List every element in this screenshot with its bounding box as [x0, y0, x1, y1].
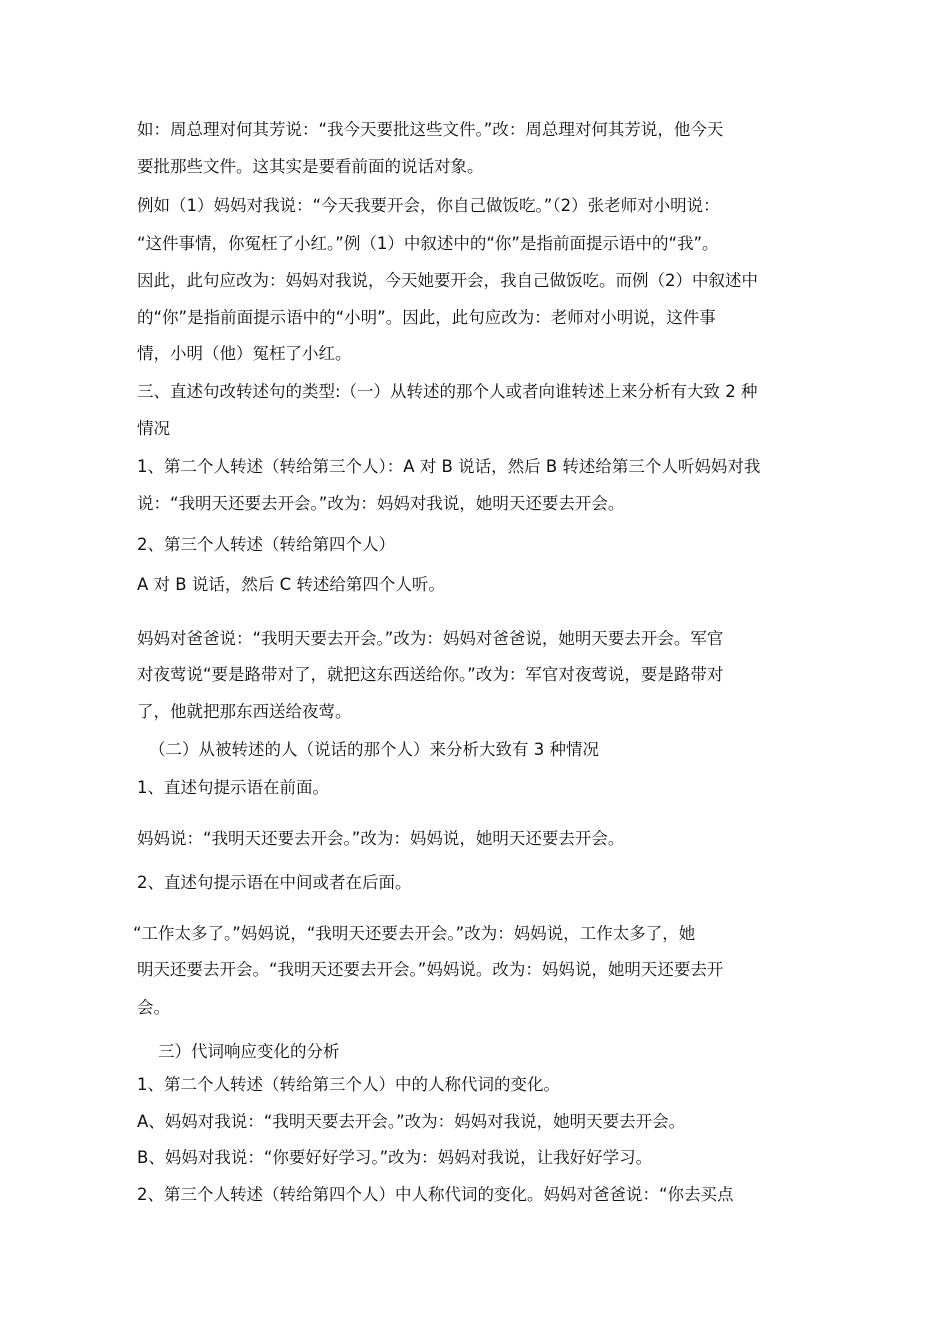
- text-line: 2、直述句提示语在中间或者在后面。: [137, 873, 412, 892]
- text-line: “这件事情，你冤枉了小红。”例（1）中叙述中的“你”是指前面提示语中的“我”。: [137, 234, 719, 253]
- text-line: 1、第二个人转述（转给第三个人）：A 对 B 说话，然后 B 转述给第三个人听妈妈对我: [137, 457, 761, 476]
- text-line: 说：“我明天还要去开会。”改为：妈妈对我说，她明天还要去开会。: [137, 494, 625, 513]
- text-line: A、妈妈对我说：“我明天要去开会。”改为：妈妈对我说，她明天要去开会。: [137, 1112, 686, 1131]
- text-line: 2、第三个人转述（转给第四个人）: [137, 535, 395, 554]
- text-line: 妈妈对爸爸说：“我明天要去开会。”改为：妈妈对爸爸说，她明天要去开会。军官: [137, 629, 724, 648]
- text-line: 了，他就把那东西送给夜莺。: [137, 702, 352, 721]
- text-line: 情，小明（他）冤枉了小红。: [137, 344, 352, 363]
- section-heading: 三、直述句改转述句的类型:（一）从转述的那个人或者向谁转述上来分析有大致 2 种: [137, 382, 758, 401]
- text-line: 的“你”是指前面提示语中的“小明”。因此，此句应改为：老师对小明说，这件事: [137, 308, 716, 327]
- text-line: 1、第二个人转述（转给第三个人）中的人称代词的变化。: [137, 1075, 560, 1094]
- text-line: 情况: [137, 419, 170, 438]
- text-line: 会。: [137, 998, 170, 1017]
- text-line: 妈妈说：“我明天还要去开会。”改为：妈妈说，她明天还要去开会。: [137, 829, 625, 848]
- text-line: 1、直述句提示语在前面。: [137, 778, 329, 797]
- section-heading: （二）从被转述的人（说话的那个人）来分析大致有 3 种情况: [149, 740, 599, 759]
- text-line: 2、第三个人转述（转给第四个人）中人称代词的变化。妈妈对爸爸说：“你去买点: [137, 1185, 734, 1204]
- text-line: “工作太多了。”妈妈说，“我明天还要去开会。”改为：妈妈说，工作太多了，她: [133, 924, 696, 943]
- text-line: 因此，此句应改为：妈妈对我说，今天她要开会，我自己做饭吃。而例（2）中叙述中: [137, 271, 758, 290]
- section-heading: 三）代词响应变化的分析: [158, 1042, 340, 1061]
- text-line: 明天还要去开会。“我明天还要去开会。”妈妈说。改为：妈妈说，她明天还要去开: [137, 960, 724, 979]
- text-line: 对夜莺说“要是路带对了，就把这东西送给你。”改为：军官对夜莺说，要是路带对: [137, 665, 724, 684]
- text-line: 要批那些文件。这其实是要看前面的说话对象。: [137, 157, 484, 176]
- text-line: 如：周总理对何其芳说：“我今天要批这些文件。”改：周总理对何其芳说，他今天: [137, 120, 724, 139]
- text-line: 例如（1）妈妈对我说：“今天我要开会，你自己做饭吃。”（2）张老师对小明说：: [137, 196, 720, 215]
- text-line: B、妈妈对我说：“你要好好学习。”改为：妈妈对我说，让我好好学习。: [137, 1148, 653, 1167]
- text-line: A 对 B 说话，然后 C 转述给第四个人听。: [137, 575, 445, 594]
